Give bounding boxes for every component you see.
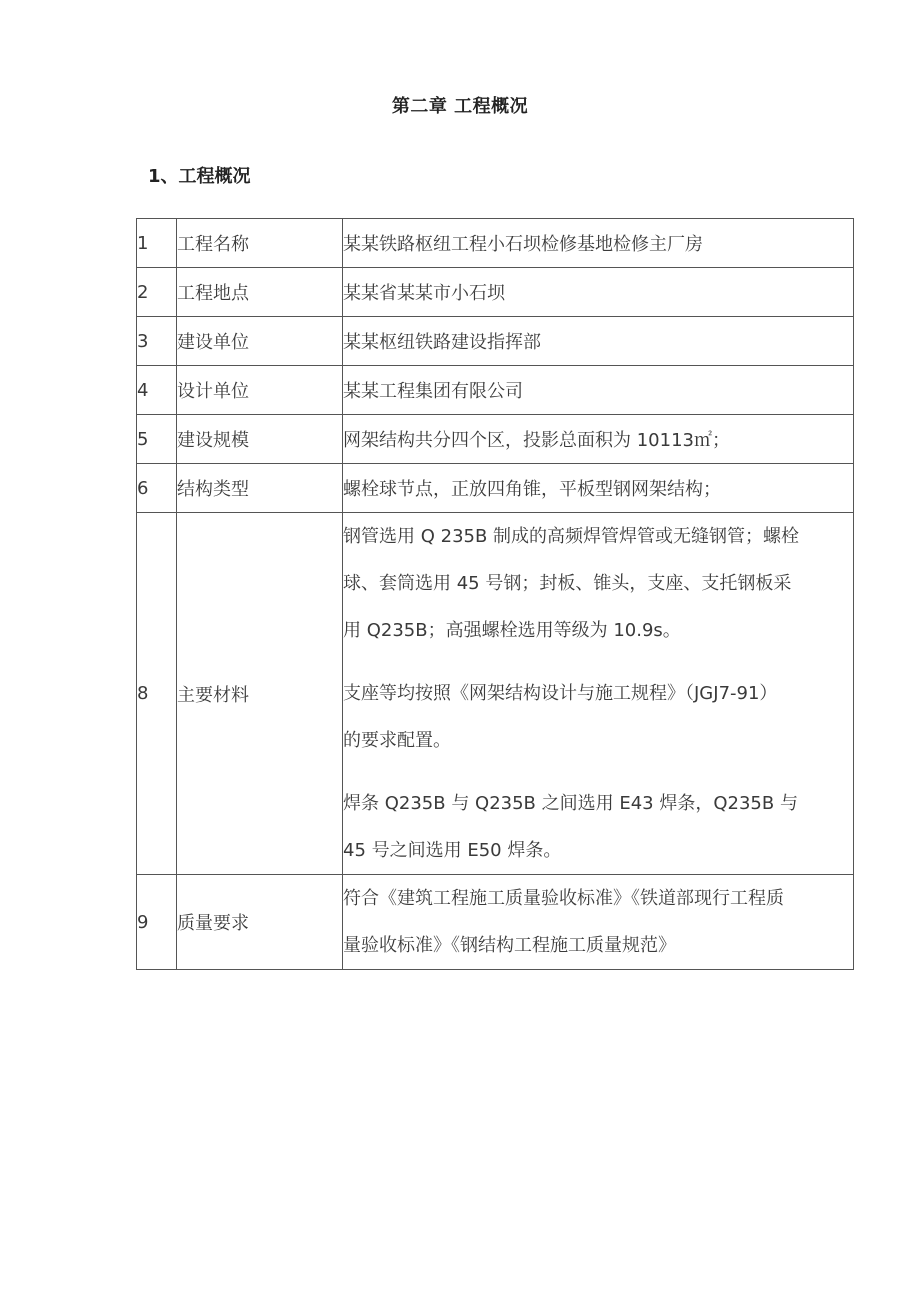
table-row bbox=[137, 366, 854, 415]
table-row bbox=[137, 219, 854, 268]
row-number: 5 bbox=[137, 415, 177, 464]
quality-value bbox=[343, 875, 854, 970]
table-row-quality bbox=[137, 875, 854, 970]
row-label: 工程名称 bbox=[177, 219, 343, 268]
row-value: 某某省某某市小石坝 bbox=[343, 268, 854, 317]
quality-text-line: 量验收标准》《钢结构工程施工质量规范》 bbox=[343, 935, 676, 956]
materials-text-line: 用 Q235B；高强螺栓选用等级为 10.9s。 bbox=[343, 620, 681, 641]
table-row bbox=[137, 415, 854, 464]
paragraph-gap bbox=[343, 764, 853, 780]
row-number: 9 bbox=[137, 875, 177, 970]
materials-text-line: 45 号之间选用 E50 焊条。 bbox=[343, 840, 562, 861]
materials-text-line: 焊条 Q235B 与 Q235B 之间选用 E43 焊条，Q235B 与 bbox=[343, 793, 798, 814]
chapter-title: 第二章 工程概况 bbox=[391, 96, 529, 117]
row-label: 设计单位 bbox=[177, 366, 343, 415]
materials-text-line: 支座等均按照《网架结构设计与施工规程》（JGJ7-91） bbox=[343, 683, 778, 704]
materials-text-line: 球、套筒选用 45 号钢；封板、锥头，支座、支托钢板采 bbox=[343, 573, 792, 594]
row-label: 建设规模 bbox=[177, 415, 343, 464]
row-number: 1 bbox=[137, 219, 177, 268]
materials-text-line: 的要求配置。 bbox=[343, 730, 451, 751]
row-label: 质量要求 bbox=[177, 875, 343, 970]
row-label: 工程地点 bbox=[177, 268, 343, 317]
row-value: 某某工程集团有限公司 bbox=[343, 366, 854, 415]
row-number: 8 bbox=[137, 513, 177, 875]
row-value: 某某铁路枢纽工程小石坝检修基地检修主厂房 bbox=[343, 219, 854, 268]
row-value: 网架结构共分四个区，投影总面积为 10113㎡； bbox=[343, 415, 854, 464]
table-row-materials bbox=[137, 513, 854, 875]
section-title: 1、工程概况 bbox=[148, 166, 251, 187]
row-value: 某某枢纽铁路建设指挥部 bbox=[343, 317, 854, 366]
row-number: 6 bbox=[137, 464, 177, 513]
paragraph-gap bbox=[343, 654, 853, 670]
row-label: 建设单位 bbox=[177, 317, 343, 366]
row-label: 主要材料 bbox=[177, 513, 343, 875]
row-number: 2 bbox=[137, 268, 177, 317]
table-row bbox=[137, 268, 854, 317]
table-row bbox=[137, 464, 854, 513]
row-number: 3 bbox=[137, 317, 177, 366]
row-number: 4 bbox=[137, 366, 177, 415]
quality-text-line: 符合《建筑工程施工质量验收标准》《铁道部现行工程质 bbox=[343, 888, 784, 909]
project-overview-table bbox=[136, 218, 854, 970]
materials-value bbox=[343, 513, 854, 875]
table-row bbox=[137, 317, 854, 366]
row-value: 螺栓球节点，正放四角锥，平板型钢网架结构； bbox=[343, 464, 854, 513]
materials-text-line: 钢管选用 Q 235B 制成的高频焊管焊管或无缝钢管；螺栓 bbox=[343, 526, 800, 547]
row-label: 结构类型 bbox=[177, 464, 343, 513]
